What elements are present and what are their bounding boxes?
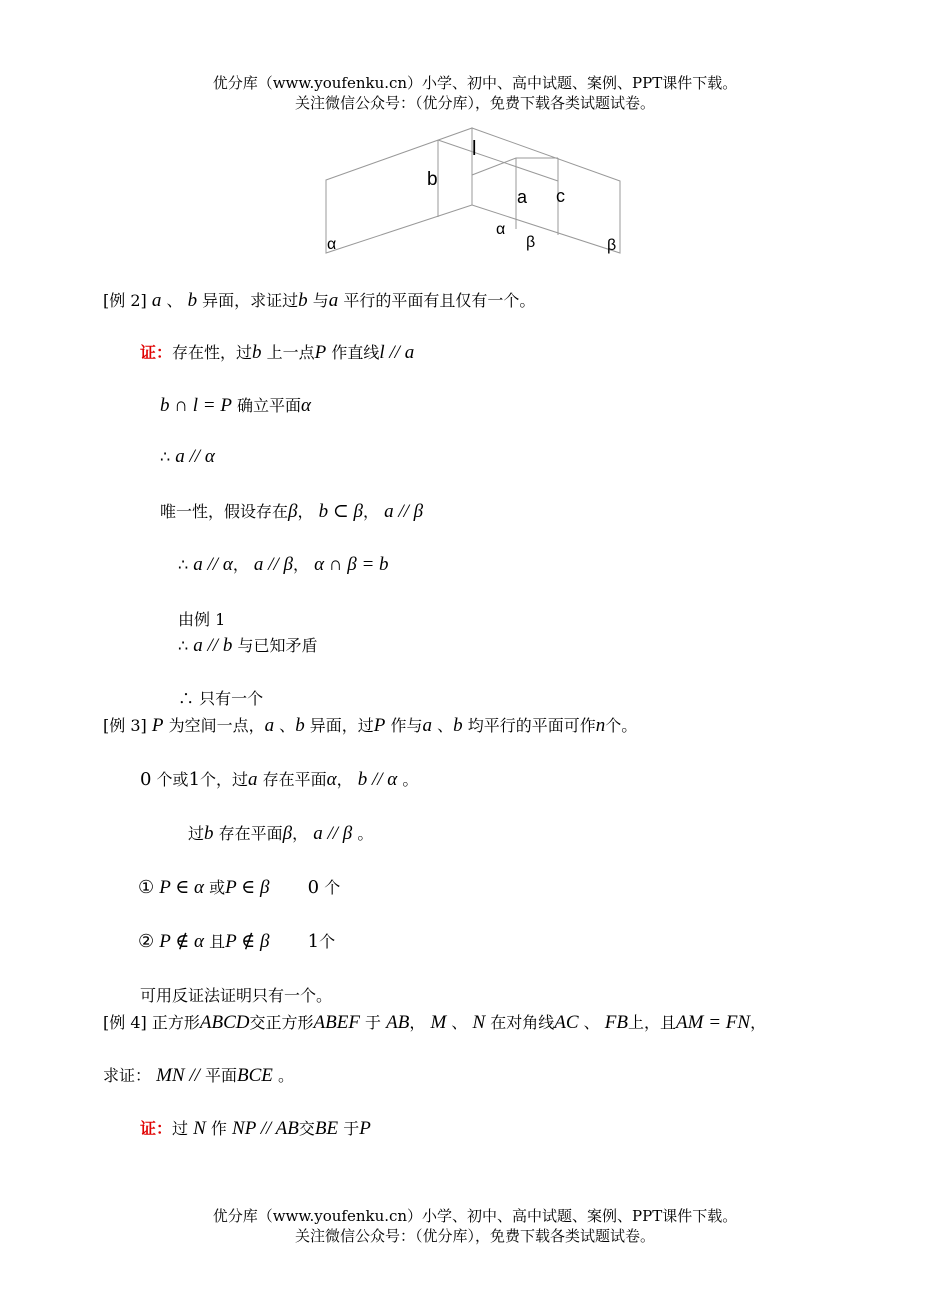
expr: a // α	[193, 554, 233, 575]
expr: a // β	[384, 501, 424, 522]
label-b: b	[427, 169, 438, 190]
label-a: a	[517, 187, 528, 207]
expr: P ∉ α	[159, 931, 205, 952]
text: 正方形	[151, 1013, 200, 1032]
expr: b ⊂ β	[318, 501, 363, 522]
example2-line6	[178, 552, 389, 576]
label-beta-right: β	[607, 237, 617, 254]
var-b: b	[252, 342, 262, 363]
example2-uniqueness	[160, 499, 423, 523]
text: 存在性，过	[172, 343, 253, 362]
label-c: c	[556, 186, 565, 206]
var-b: b	[187, 290, 198, 311]
text: 存在平面	[262, 770, 327, 789]
number: 0	[140, 769, 152, 790]
example3-line3	[188, 821, 373, 845]
var-P: P	[373, 715, 386, 736]
example4-proof	[140, 1116, 371, 1140]
example3-statement	[103, 713, 637, 737]
text: 上一点	[266, 343, 315, 362]
var-a: a	[422, 715, 433, 736]
text: 存在平面	[218, 824, 283, 843]
period: 。	[278, 1066, 295, 1085]
separator: 、	[279, 716, 296, 735]
var-P: P	[314, 342, 327, 363]
text: 过	[188, 824, 205, 843]
text: 为空间一点，	[168, 716, 265, 735]
separator: 、	[437, 716, 454, 735]
text: 确立平面	[237, 396, 302, 415]
period: 。	[357, 824, 374, 843]
var-P: P	[151, 715, 164, 736]
expr: ABEF	[313, 1012, 360, 1033]
planes-figure	[320, 125, 625, 260]
var-b: b	[453, 715, 463, 736]
comma: ，	[362, 502, 379, 521]
expr: a // β	[253, 554, 293, 575]
text: 在对角线	[490, 1013, 555, 1032]
expr: a // α	[175, 446, 215, 467]
separator: 、	[166, 291, 183, 310]
text: 于	[343, 1119, 360, 1138]
comma: ，	[232, 555, 249, 574]
var-a: a	[248, 769, 258, 790]
count: 1	[307, 931, 320, 952]
text: 交	[298, 1119, 315, 1138]
text: 且	[209, 932, 226, 951]
text: 或	[209, 878, 226, 897]
unit: 个	[324, 878, 341, 897]
text: 唯一性，假设存在	[160, 502, 289, 521]
therefore-symbol: ∴	[178, 636, 189, 655]
label-beta-mid: β	[526, 234, 536, 251]
var-P: P	[359, 1118, 371, 1139]
expr: b ∩ l = P	[160, 395, 232, 416]
expr: α ∩ β = b	[314, 554, 389, 575]
var-b: b	[295, 715, 305, 736]
expr: P ∈ β	[225, 877, 270, 898]
expr: BCE	[237, 1065, 273, 1086]
var-N: N	[472, 1012, 486, 1033]
separator: 、	[583, 1013, 600, 1032]
proof-label: 证：	[140, 343, 173, 362]
example3-line6: 可用反证法证明只有一个。	[140, 986, 333, 1005]
example2-line8	[178, 633, 317, 657]
expr: P ∉ β	[225, 931, 270, 952]
var-N: N	[193, 1118, 206, 1139]
text: 求证：	[103, 1066, 152, 1085]
expr: AM = FN	[676, 1012, 751, 1033]
line-b-top-edge	[438, 140, 558, 181]
var-beta: β	[288, 501, 298, 522]
text: 个，过	[200, 770, 249, 789]
text: 交正方形	[249, 1013, 314, 1032]
plane-alpha-left	[326, 128, 472, 253]
expr: a // b	[193, 635, 233, 656]
header-line-2: 关注微信公众号：（优分库），免费下载各类试题试卷。	[294, 94, 655, 112]
comma: ，	[409, 1013, 426, 1032]
expr: MN //	[156, 1065, 200, 1086]
example2-existence	[140, 340, 414, 364]
var-a: a	[264, 715, 275, 736]
footer-line-1: 优分库（www.youfenku.cn）小学、初中、高中试题、案例、PPT课件下载。	[212, 1207, 738, 1225]
text: 于	[365, 1013, 382, 1032]
plane-beta-right	[472, 128, 620, 253]
expr: NP // AB	[232, 1118, 299, 1139]
var-b: b	[204, 823, 214, 844]
var-alpha: α	[301, 395, 312, 416]
label-alpha-left: α	[327, 236, 337, 253]
text: 上，且	[628, 1013, 677, 1032]
example2-line7: 由例 1	[178, 610, 226, 629]
therefore-symbol: ∴	[160, 447, 171, 466]
circled-number: ②	[138, 931, 155, 952]
var-a: a	[328, 290, 339, 311]
expr: P ∈ α	[159, 877, 205, 898]
text: 与已知矛盾	[237, 636, 318, 655]
text: 平行的平面有且仅有一个。	[343, 291, 536, 310]
text: 过	[172, 1119, 189, 1138]
example3-line2	[140, 767, 418, 791]
text: 作直线	[331, 343, 380, 362]
expr: a // β	[313, 823, 353, 844]
example-tag: [例 2]	[103, 291, 147, 310]
var-alpha: α	[326, 769, 337, 790]
therefore-symbol: ∴	[178, 555, 189, 574]
text: 与	[312, 291, 329, 310]
circled-number: ①	[138, 877, 155, 898]
example2-statement	[103, 288, 535, 312]
expr: AC	[554, 1012, 579, 1033]
text: 个。	[605, 716, 638, 735]
example4-statement	[103, 1010, 766, 1034]
text: 个或	[156, 770, 189, 789]
count: 0	[307, 877, 320, 898]
comma: ，	[750, 1013, 767, 1032]
expr: ABCD	[199, 1012, 250, 1033]
example3-case1	[138, 875, 340, 899]
example3-case2	[138, 929, 335, 953]
number: 1	[188, 769, 201, 790]
expr: AB	[386, 1012, 410, 1033]
unit: 个	[319, 932, 336, 951]
example-tag: [例 3]	[103, 716, 147, 735]
comma: ，	[297, 502, 314, 521]
example2-line4	[160, 446, 215, 468]
example2-line3	[160, 393, 311, 417]
text: 只有一个	[199, 689, 264, 708]
footer-line-2: 关注微信公众号：（优分库），免费下载各类试题试卷。	[294, 1227, 655, 1245]
text: 平面	[205, 1066, 238, 1085]
text: 异面，过	[309, 716, 374, 735]
comma: ，	[292, 555, 309, 574]
text: 均平行的平面可作	[467, 716, 596, 735]
expr: b // α	[357, 769, 398, 790]
label-l: l	[472, 138, 477, 160]
text: 异面，求证过	[202, 291, 299, 310]
text: 作	[210, 1119, 227, 1138]
period: 。	[402, 770, 419, 789]
expr: FB	[604, 1012, 628, 1033]
var-b: b	[298, 290, 308, 311]
example2-line9	[178, 686, 263, 709]
var-a: a	[151, 290, 162, 311]
comma: ，	[292, 824, 309, 843]
var-n: n	[595, 715, 606, 736]
example4-line2	[103, 1063, 294, 1087]
expr: BE	[314, 1118, 339, 1139]
header-line-1: 优分库（www.youfenku.cn）小学、初中、高中试题、案例、PPT课件下载。	[212, 74, 738, 92]
therefore-symbol: ∴	[178, 689, 195, 708]
var-beta: β	[282, 823, 293, 844]
comma: ，	[336, 770, 353, 789]
example-tag: [例 4]	[103, 1013, 147, 1032]
var-M: M	[430, 1012, 447, 1033]
proof-label: 证：	[140, 1119, 173, 1138]
expr: l // a	[379, 342, 415, 363]
label-alpha-mid: α	[496, 221, 506, 238]
text: 作与	[390, 716, 423, 735]
separator: 、	[451, 1013, 468, 1032]
